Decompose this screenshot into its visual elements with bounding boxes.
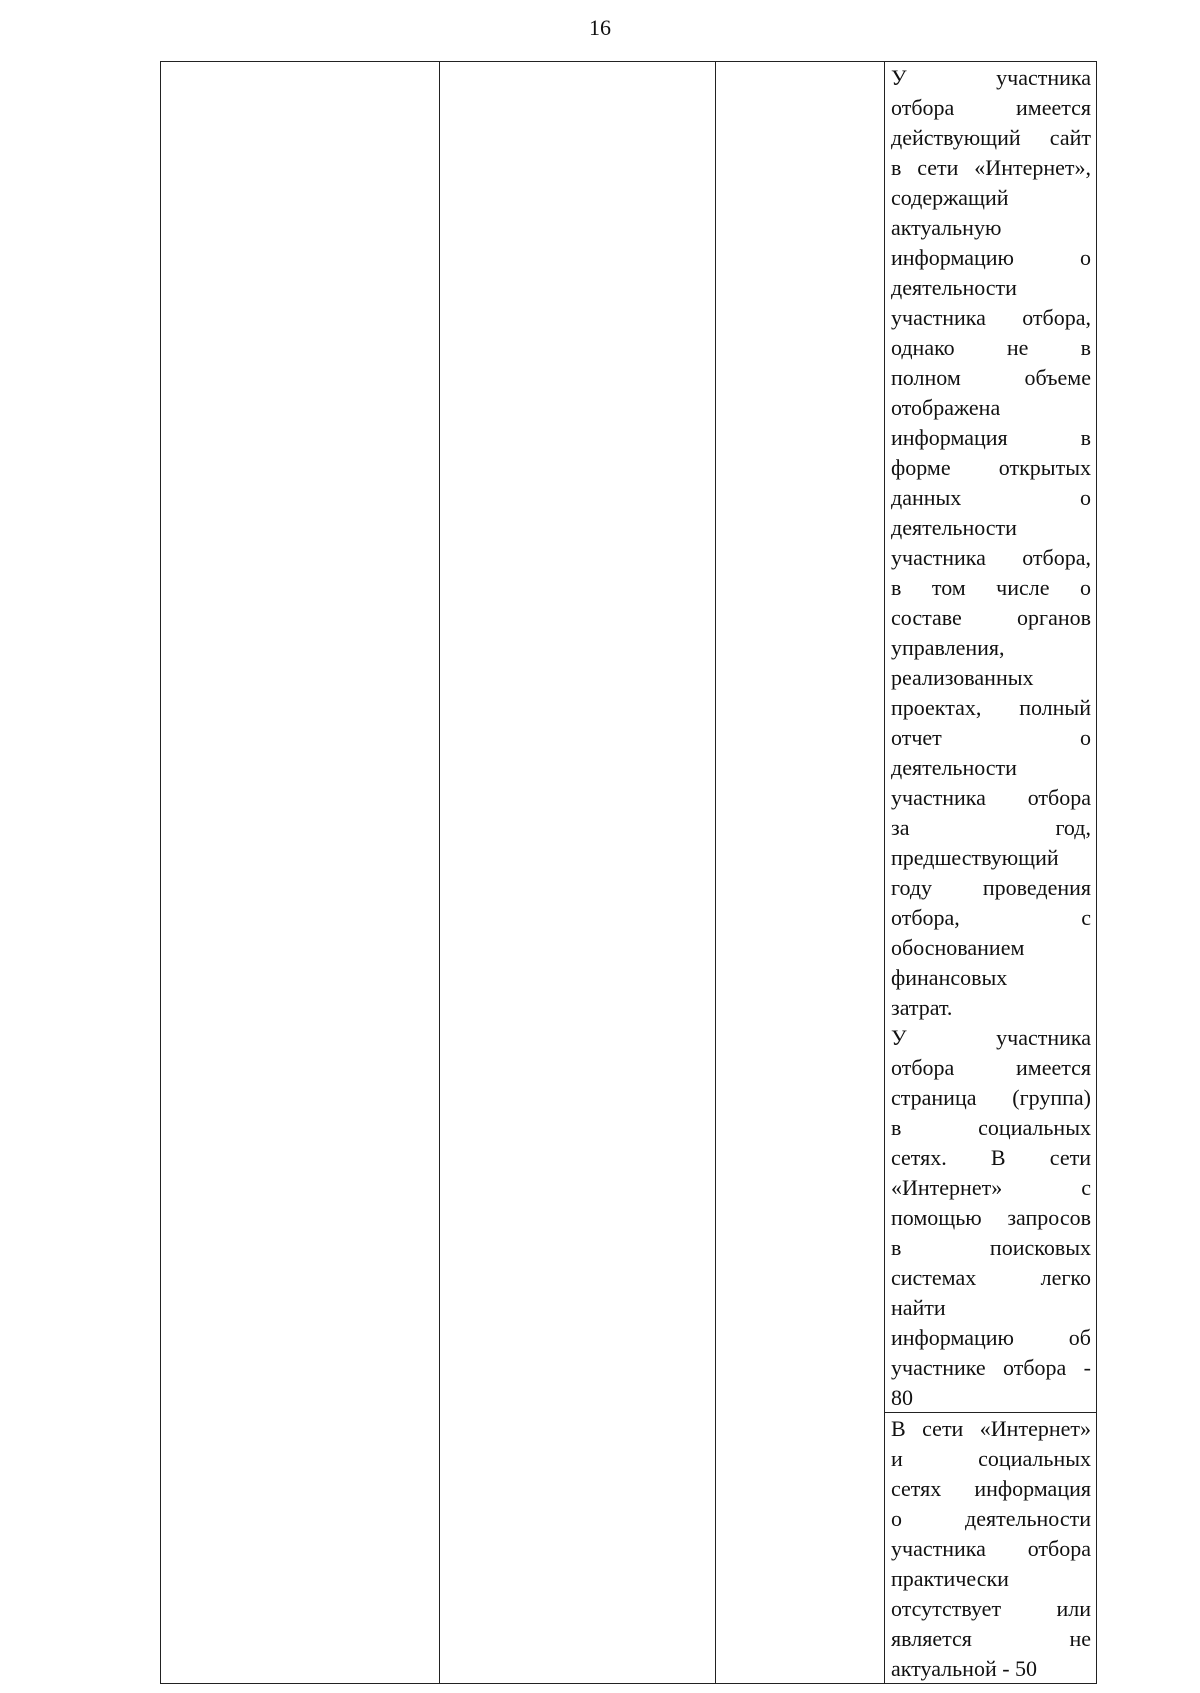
text-line: В сети «Интернет» xyxy=(891,1416,1091,1441)
text-line: участника отбора, xyxy=(891,305,1091,330)
text-line: сетях. В сети xyxy=(891,1145,1091,1170)
text-line: актуальную xyxy=(891,215,1002,240)
text-line: содержащий xyxy=(891,185,1009,210)
text-line: в том числе о xyxy=(891,575,1091,600)
text-line: «Интернет» с xyxy=(891,1175,1091,1200)
text-line: в поисковых xyxy=(891,1235,1091,1260)
text-line: году проведения xyxy=(891,875,1091,900)
text-line: обоснованием xyxy=(891,935,1025,960)
text-line: системах легко xyxy=(891,1265,1091,1290)
text-line: предшествующий xyxy=(891,845,1059,870)
text-line: данных о xyxy=(891,485,1091,510)
text-line: полном объеме xyxy=(891,365,1091,390)
text-line: в сети «Интернет», xyxy=(891,155,1091,180)
text-line: участника отбора xyxy=(891,1536,1091,1561)
text-line: управления, xyxy=(891,635,1005,660)
text-line: сетях информация xyxy=(891,1476,1091,1501)
text-line: информацию о xyxy=(891,245,1091,270)
text-line: отчет о xyxy=(891,725,1091,750)
text-line: У участника xyxy=(891,1025,1091,1050)
text-line: отсутствует или xyxy=(891,1596,1091,1621)
text-line: участника отбора xyxy=(891,785,1091,810)
text-line: проектах, полный xyxy=(891,695,1091,720)
text-line: финансовых xyxy=(891,965,1008,990)
text-line: найти xyxy=(891,1295,946,1320)
text-line: является не xyxy=(891,1626,1091,1651)
text-line: информация в xyxy=(891,425,1091,450)
text-line: участнике отбора - xyxy=(891,1355,1091,1380)
text-line: о деятельности xyxy=(891,1506,1091,1531)
text-line: за год, xyxy=(891,815,1091,840)
text-line: отбора имеется xyxy=(891,1055,1091,1080)
text-line: составе органов xyxy=(891,605,1091,630)
text-line: реализованных xyxy=(891,665,1034,690)
text-line: помощью запросов xyxy=(891,1205,1091,1230)
text-line: информацию об xyxy=(891,1325,1091,1350)
text-line: деятельности xyxy=(891,755,1017,780)
criteria-text-80-points xyxy=(885,62,1096,1412)
text-line: действующий сайт xyxy=(891,125,1091,150)
table-row xyxy=(161,62,1097,1413)
text-line: отбора имеется xyxy=(891,95,1091,120)
text-line: форме открытых xyxy=(891,455,1091,480)
text-line: страница (группа) xyxy=(891,1085,1091,1110)
text-line: участника отбора, xyxy=(891,545,1091,570)
text-line: У участника xyxy=(891,65,1091,90)
criteria-cell-50-points xyxy=(885,1413,1097,1684)
empty-cell-col-3 xyxy=(716,62,885,1684)
text-line: деятельности xyxy=(891,515,1017,540)
score-line: 80 xyxy=(891,1385,913,1410)
text-line: отображена xyxy=(891,395,1001,420)
text-line: и социальных xyxy=(891,1446,1091,1471)
text-line: практически xyxy=(891,1566,1009,1591)
criteria-cell-80-points xyxy=(885,62,1097,1413)
text-line: деятельности xyxy=(891,275,1017,300)
score-line: актуальной - 50 xyxy=(891,1656,1038,1681)
criteria-table xyxy=(160,61,1097,1684)
page-number: 16 xyxy=(589,15,611,40)
empty-cell-col-2 xyxy=(440,62,716,1684)
text-line: в социальных xyxy=(891,1115,1091,1140)
text-line: однако не в xyxy=(891,335,1091,360)
criteria-text-50-points xyxy=(885,1413,1096,1683)
text-line: затрат. xyxy=(891,995,953,1020)
empty-cell-col-1 xyxy=(161,62,440,1684)
text-line: отбора, с xyxy=(891,905,1091,930)
